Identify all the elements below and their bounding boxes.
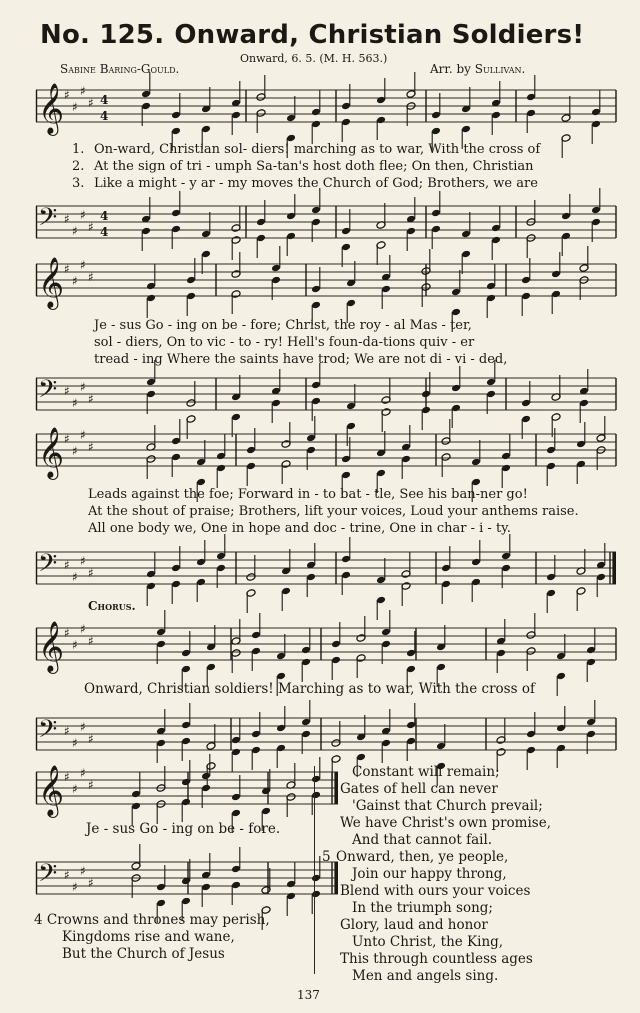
sharp-icon: ♯ (72, 100, 78, 114)
sharp-icon: ♯ (64, 262, 70, 276)
treble-clef-icon: 𝄞 (38, 621, 65, 672)
lyric-text: tread - ing Where the saints have trod; We are not di - vi - ded, (94, 352, 508, 367)
verse-line: In the triumph song; (352, 900, 493, 916)
verse-number: 3. (72, 176, 85, 191)
staff-treble (36, 622, 586, 674)
verse-line: And that cannot fail. (352, 832, 493, 848)
bass-clef-icon: 𝄢 (38, 715, 58, 750)
staff-bass (36, 372, 586, 424)
lyric-line (72, 175, 582, 192)
verse-line: Unto Christ, the King, (352, 934, 504, 950)
verse-line: But the Church of Jesus (62, 946, 225, 962)
sharp-icon: ♯ (88, 778, 94, 792)
staff-treble (36, 766, 336, 818)
verse-text: Onward, then, ye people, (336, 849, 509, 865)
sharp-icon: ♯ (64, 868, 70, 882)
sharp-icon: ♯ (80, 766, 86, 780)
verse-text: Crowns and thrones may perish, (46, 912, 270, 928)
chorus-lyric: Onward, Christian soldiers! Marching as to war, With the cross of (84, 681, 535, 697)
treble-clef-icon: 𝄞 (38, 83, 65, 134)
sharp-icon: ♯ (64, 558, 70, 572)
lyric-line (72, 141, 582, 158)
sharp-icon: ♯ (80, 864, 86, 878)
sharp-icon: ♯ (72, 444, 78, 458)
lyric-text: All one body we, One in hope and doc - trine, One in char - i - ty. (88, 521, 511, 536)
sharp-icon: ♯ (80, 84, 86, 98)
verse-line: Kingdoms rise and wane, (62, 929, 235, 945)
hymn-title: Onward, Christian Soldiers! (174, 20, 585, 50)
verse-4 (34, 912, 270, 963)
sharp-icon: ♯ (72, 782, 78, 796)
sharp-icon: ♯ (72, 224, 78, 238)
sharp-icon: ♯ (88, 732, 94, 746)
sharp-icon: ♯ (80, 622, 86, 636)
staff-treble (36, 84, 586, 136)
verse-number: 5 (322, 849, 331, 865)
sharp-icon: ♯ (64, 212, 70, 226)
verse-line: We have Christ's own promise, (340, 815, 552, 831)
tune-info: Onward, 6. 5. (M. H. 563.) (240, 52, 388, 65)
sharp-icon: ♯ (72, 880, 78, 894)
sharp-icon: ♯ (64, 432, 70, 446)
sharp-icon: ♯ (72, 396, 78, 410)
verse-number: 1. (72, 142, 85, 157)
sharp-icon: ♯ (80, 208, 86, 222)
staff-treble (36, 428, 586, 480)
staff-bass (36, 856, 336, 908)
verse-line: This through countless ages (340, 951, 533, 967)
verse-line: Constant will remain; (352, 764, 500, 780)
sharp-icon: ♯ (64, 724, 70, 738)
lyric-line (72, 158, 582, 175)
bass-clef-icon: 𝄢 (38, 859, 58, 894)
lyric-line (88, 503, 598, 520)
sharp-icon: ♯ (64, 626, 70, 640)
lyric-text: At the sign of tri - umph Sa-tan's host doth flee; On then, Christian (94, 159, 534, 174)
svg-text:4: 4 (100, 109, 109, 123)
sharp-icon: ♯ (88, 392, 94, 406)
hymn-number: No. 125. (40, 20, 165, 50)
sharp-icon: ♯ (64, 384, 70, 398)
lyric-text: Je - sus Go - ing on be - fore; Christ, the roy - al Mas - ter, (94, 318, 472, 333)
sharp-icon: ♯ (72, 274, 78, 288)
sharp-icon: ♯ (88, 270, 94, 284)
sharp-icon: ♯ (72, 570, 78, 584)
verse-line: Blend with ours your voices (340, 883, 531, 899)
column-divider (314, 766, 315, 974)
verse-line: Men and angels sing. (352, 968, 499, 984)
lyric-line (94, 317, 604, 334)
bass-clef-icon: 𝄢 (38, 203, 58, 238)
verse-number: 4 (34, 912, 43, 928)
sharp-icon: ♯ (80, 428, 86, 442)
svg-text:4: 4 (100, 93, 109, 107)
staff-bass (36, 712, 586, 764)
bass-clef-icon: 𝄢 (38, 375, 58, 410)
treble-clef-icon: 𝄞 (38, 427, 65, 478)
sharp-icon: ♯ (80, 258, 86, 272)
sharp-icon: ♯ (80, 720, 86, 734)
lyric-line (88, 486, 598, 503)
chorus-label: Chorus. (88, 599, 136, 613)
verse-line: Glory, laud and honor (340, 917, 488, 933)
sharp-icon: ♯ (88, 876, 94, 890)
sharp-icon: ♯ (88, 440, 94, 454)
sharp-icon: ♯ (64, 770, 70, 784)
sharp-icon: ♯ (72, 736, 78, 750)
treble-clef-icon: 𝄞 (38, 765, 65, 816)
author: Sabine Baring-Gould. (60, 62, 180, 76)
lyrics-block-3 (88, 486, 598, 537)
lyric-text: sol - diers, On to vic - to - ry! Hell's foun-da-tions quiv - er (94, 335, 475, 350)
treble-clef-icon: 𝄞 (38, 257, 65, 308)
lyric-line (94, 351, 604, 368)
hymn-title-heading (40, 20, 620, 50)
verse-line: Gates of hell can never (340, 781, 498, 797)
right-column-verses (322, 764, 551, 985)
page-number: 137 (297, 988, 320, 1002)
lyrics-block-2 (94, 317, 604, 368)
svg-text:4: 4 (100, 225, 109, 239)
sharp-icon: ♯ (88, 566, 94, 580)
sharp-icon: ♯ (72, 638, 78, 652)
verse-line (34, 912, 270, 929)
arranger (430, 62, 525, 76)
staff-bass (36, 546, 586, 598)
lyric-text: Like a might - y ar - my moves the Church of God; Brothers, we are (94, 176, 538, 191)
bass-clef-icon: 𝄢 (38, 549, 58, 584)
sharp-icon: ♯ (88, 634, 94, 648)
lyric-text: On-ward, Christian sol- diers! marching as to war, With the cross of (94, 142, 541, 157)
sharp-icon: ♯ (88, 220, 94, 234)
verse-number: 2. (72, 159, 85, 174)
verse-line (322, 849, 551, 866)
verse-line: Join our happy throng, (352, 866, 507, 882)
sharp-icon: ♯ (80, 554, 86, 568)
staff-bass (36, 200, 586, 252)
verse-line: 'Gainst that Church prevail; (352, 798, 543, 814)
sharp-icon: ♯ (88, 96, 94, 110)
svg-text:4: 4 (100, 209, 109, 223)
arranger-name: Sullivan. (474, 62, 526, 76)
lyric-text: Leads against the foe; Forward in - to bat - tle, See his ban-ner go! (88, 487, 528, 502)
lyrics-block-1 (72, 141, 582, 192)
lyric-text: At the shout of praise; Brothers, lift your voices, Loud your anthems raise. (88, 504, 579, 519)
final-lyric: Je - sus Go - ing on be - fore. (86, 821, 281, 837)
arranger-prefix: Arr. by (430, 62, 471, 76)
staff-treble (36, 258, 586, 310)
sharp-icon: ♯ (64, 88, 70, 102)
lyric-line (88, 520, 598, 537)
sharp-icon: ♯ (80, 380, 86, 394)
lyric-line (94, 334, 604, 351)
